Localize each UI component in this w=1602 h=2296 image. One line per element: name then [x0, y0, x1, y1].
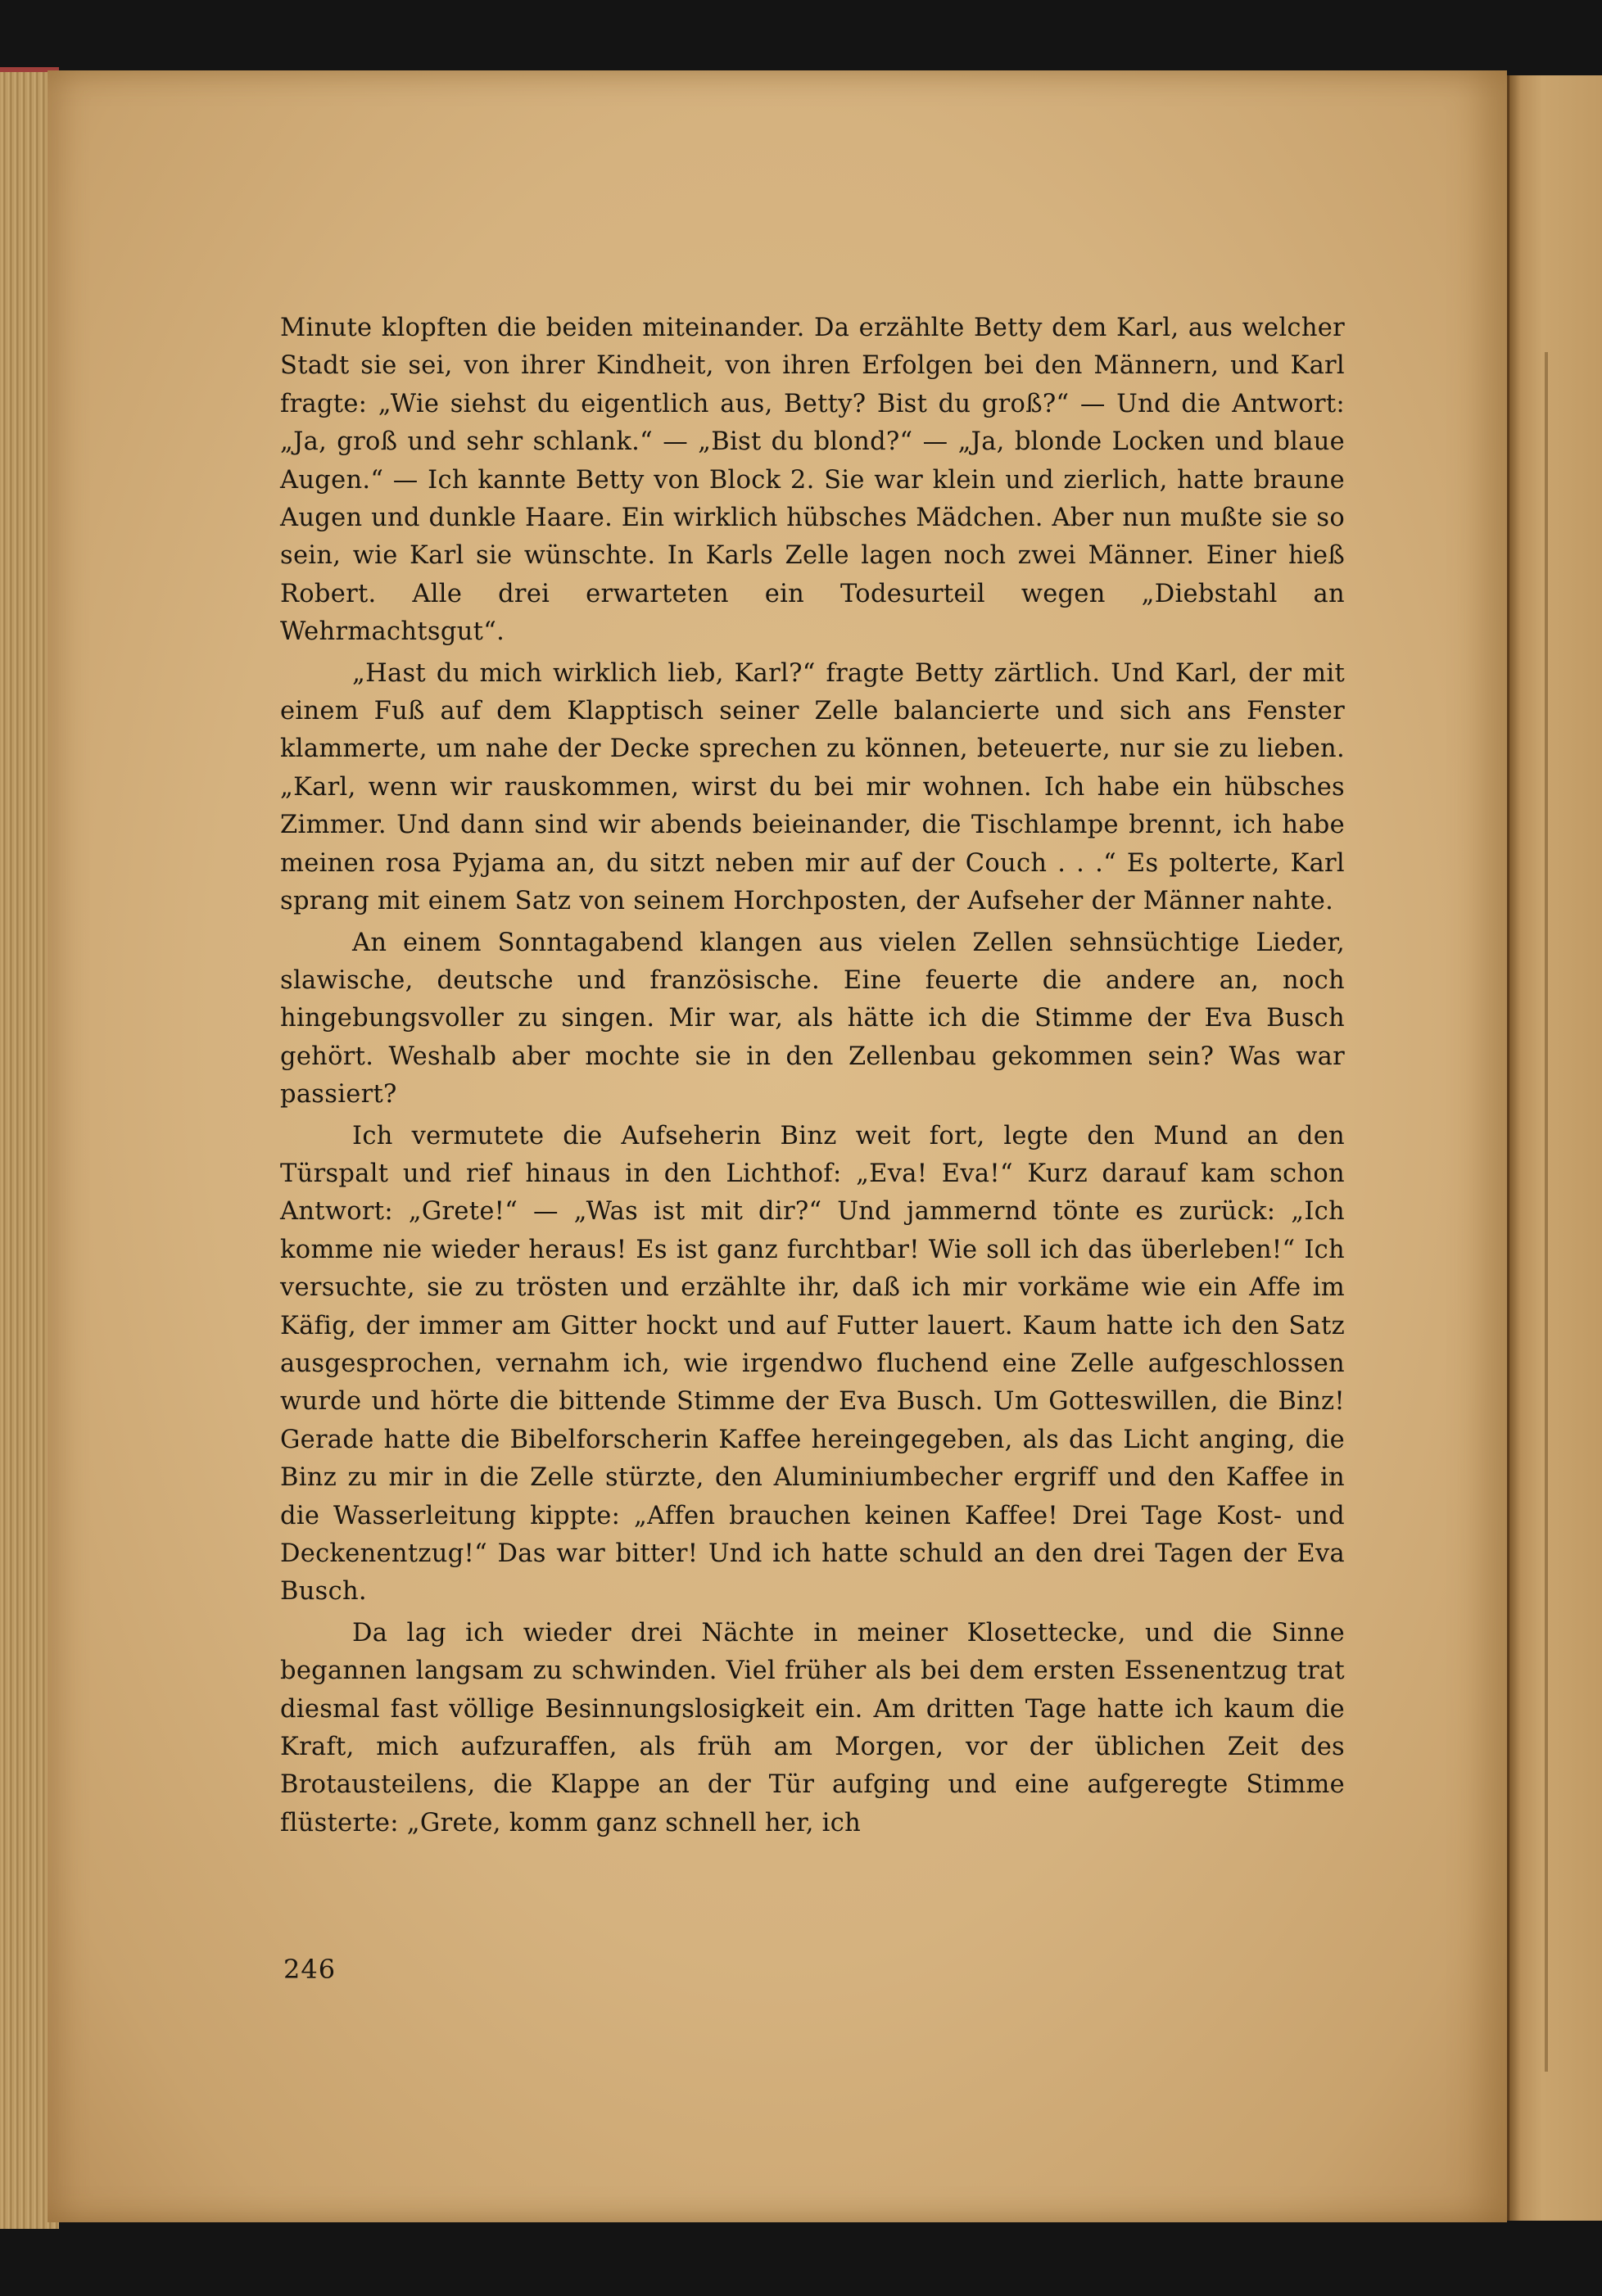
facing-page-shadow: [1545, 352, 1548, 2072]
page-number: 246: [283, 1954, 337, 1985]
paragraph-1: Minute klopften die beiden miteinander. Da erzählte Betty dem Karl, aus welcher Stadt sie sei, von ihrer Kindheit, von ihren Erfolgen bei den Männern, und Karl fragte: „Wie siehst du eigentlich aus, Betty? Bist du groß?“ — Und die Antwort: „Ja, groß und sehr schlank.“ — „Bist du blond?“ — „Ja, blonde Locken und blaue Augen.“ — Ich kannte Betty von Block 2. Sie war klein und zierlich, hatte braune Augen und dunkle Haare. Ein wirklich hübsches Mädchen. Aber nun mußte sie so sein, wie Karl sie wünschte. In Karls Zelle lagen noch zwei Männer. Einer hieß Robert. Alle drei erwarteten ein Todesurteil wegen „Diebstahl an Wehrmachtsgut“.: [280, 314, 1345, 647]
body-text: [280, 310, 1345, 1842]
paragraph-5: Da lag ich wieder drei Nächte in meiner Klosettecke, und die Sinne begannen langsam zu schwinden. Viel früher als bei dem ersten Essenentzug trat diesmal fast völlige Besinnungslosigkeit ein. Am dritten Tage hatte ich kaum die Kraft, mich aufzuraffen, als früh am Morgen, vor der üblichen Zeit des Brotausteilens, die Klappe an der Tür aufging und eine aufgeregte Stimme flüsterte: „Grete, komm ganz schnell her, ich: [280, 1618, 1345, 1837]
paragraph-4: Ich vermutete die Aufseherin Binz weit fort, legte den Mund an den Türspalt und rief hinaus in den Lichthof: „Eva! Eva!“ Kurz darauf kam schon Antwort: „Grete!“ — „Was ist mit dir?“ Und jammernd tönte es zurück: „Ich komme nie wieder heraus! Es ist ganz furchtbar! Wie soll ich das überleben!“ Ich versuchte, sie zu trösten und erzählte ihr, daß ich mir vorkäme wie ein Affe im Käfig, der immer am Gitter hockt und auf Futter lauert. Kaum hatte ich den Satz ausgesprochen, vernahm ich, wie irgendwo fluchend eine Zelle aufgeschlossen wurde und hörte die bittende Stimme der Eva Busch. Um Gotteswillen, die Binz! Gerade hatte die Bibelforscherin Kaffee hereingegeben, als das Licht anging, die Binz zu mir in die Zelle stürzte, den Aluminiumbecher ergriff und den Kaffee in die Wasserleitung kippte: „Affen brauchen keinen Kaffee! Drei Tage Kost- und Deckenentzug!“ Das war bitter! Und ich hatte schuld an den drei Tagen der Eva Busch.: [280, 1121, 1345, 1607]
paragraph-3: An einem Sonntagabend klangen aus vielen Zellen sehnsüchtige Lieder, slawische, deutsche und französische. Eine feuerte die andere an, noch hingebungsvoller zu singen. Mir war, als hätte ich die Stimme der Eva Busch gehört. Weshalb aber mochte sie in den Zellenbau gekommen sein? Was war passiert?: [280, 928, 1345, 1110]
facing-page-edge: [1507, 75, 1602, 2221]
paragraph-2: „Hast du mich wirklich lieb, Karl?“ fragte Betty zärtlich. Und Karl, der mit einem Fuß auf dem Klapptisch seiner Zelle balancierte und sich ans Fenster klammerte, um nahe der Decke sprechen zu können, beteuerte, nur sie zu lieben. „Karl, wenn wir rauskommen, wirst du bei mir wohnen. Ich habe ein hübsches Zimmer. Und dann sind wir abends beieinander, die Tischlampe brennt, ich habe meinen rosa Pyjama an, du sitzt neben mir auf der Couch . . .“ Es polterte, Karl sprang mit einem Satz von seinem Horchposten, der Aufseher der Männer nahte.: [280, 658, 1345, 916]
